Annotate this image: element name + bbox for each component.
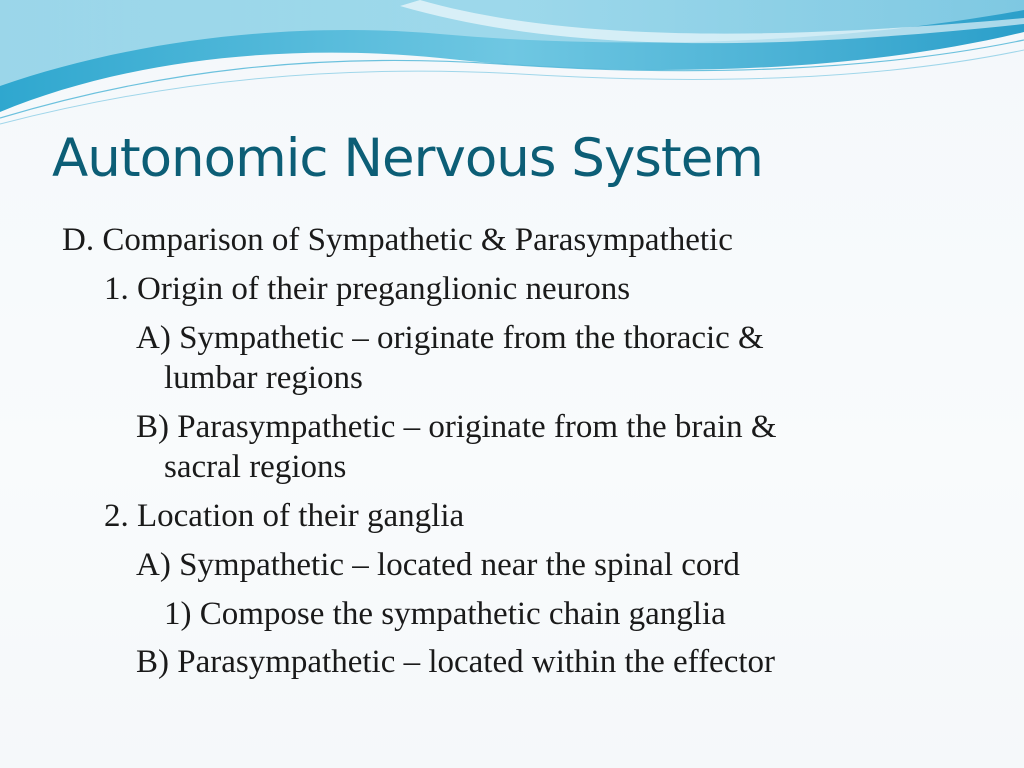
outline-subitem-1b-continued: sacral regions xyxy=(164,449,347,485)
outline-subitem-2b: B) Parasympathetic – located within the effector xyxy=(136,644,776,680)
outline-item-2: 2. Location of their ganglia xyxy=(104,498,465,534)
outline-subitem-1a-continued: lumbar regions xyxy=(164,360,363,396)
outline-subitem-2a: A) Sympathetic – located near the spinal cord xyxy=(136,547,740,583)
outline-subitem-1a: A) Sympathetic – originate from the thoracic & xyxy=(136,320,764,356)
slide-title: Autonomic Nervous System xyxy=(52,128,763,189)
outline-subsubitem-2a-1: 1) Compose the sympathetic chain ganglia xyxy=(164,596,726,632)
outline-subitem-1b: B) Parasympathetic – originate from the brain & xyxy=(136,409,777,445)
outline-heading-d: D. Comparison of Sympathetic & Parasympathetic xyxy=(62,222,733,258)
outline-item-1: 1. Origin of their preganglionic neurons xyxy=(104,271,631,307)
